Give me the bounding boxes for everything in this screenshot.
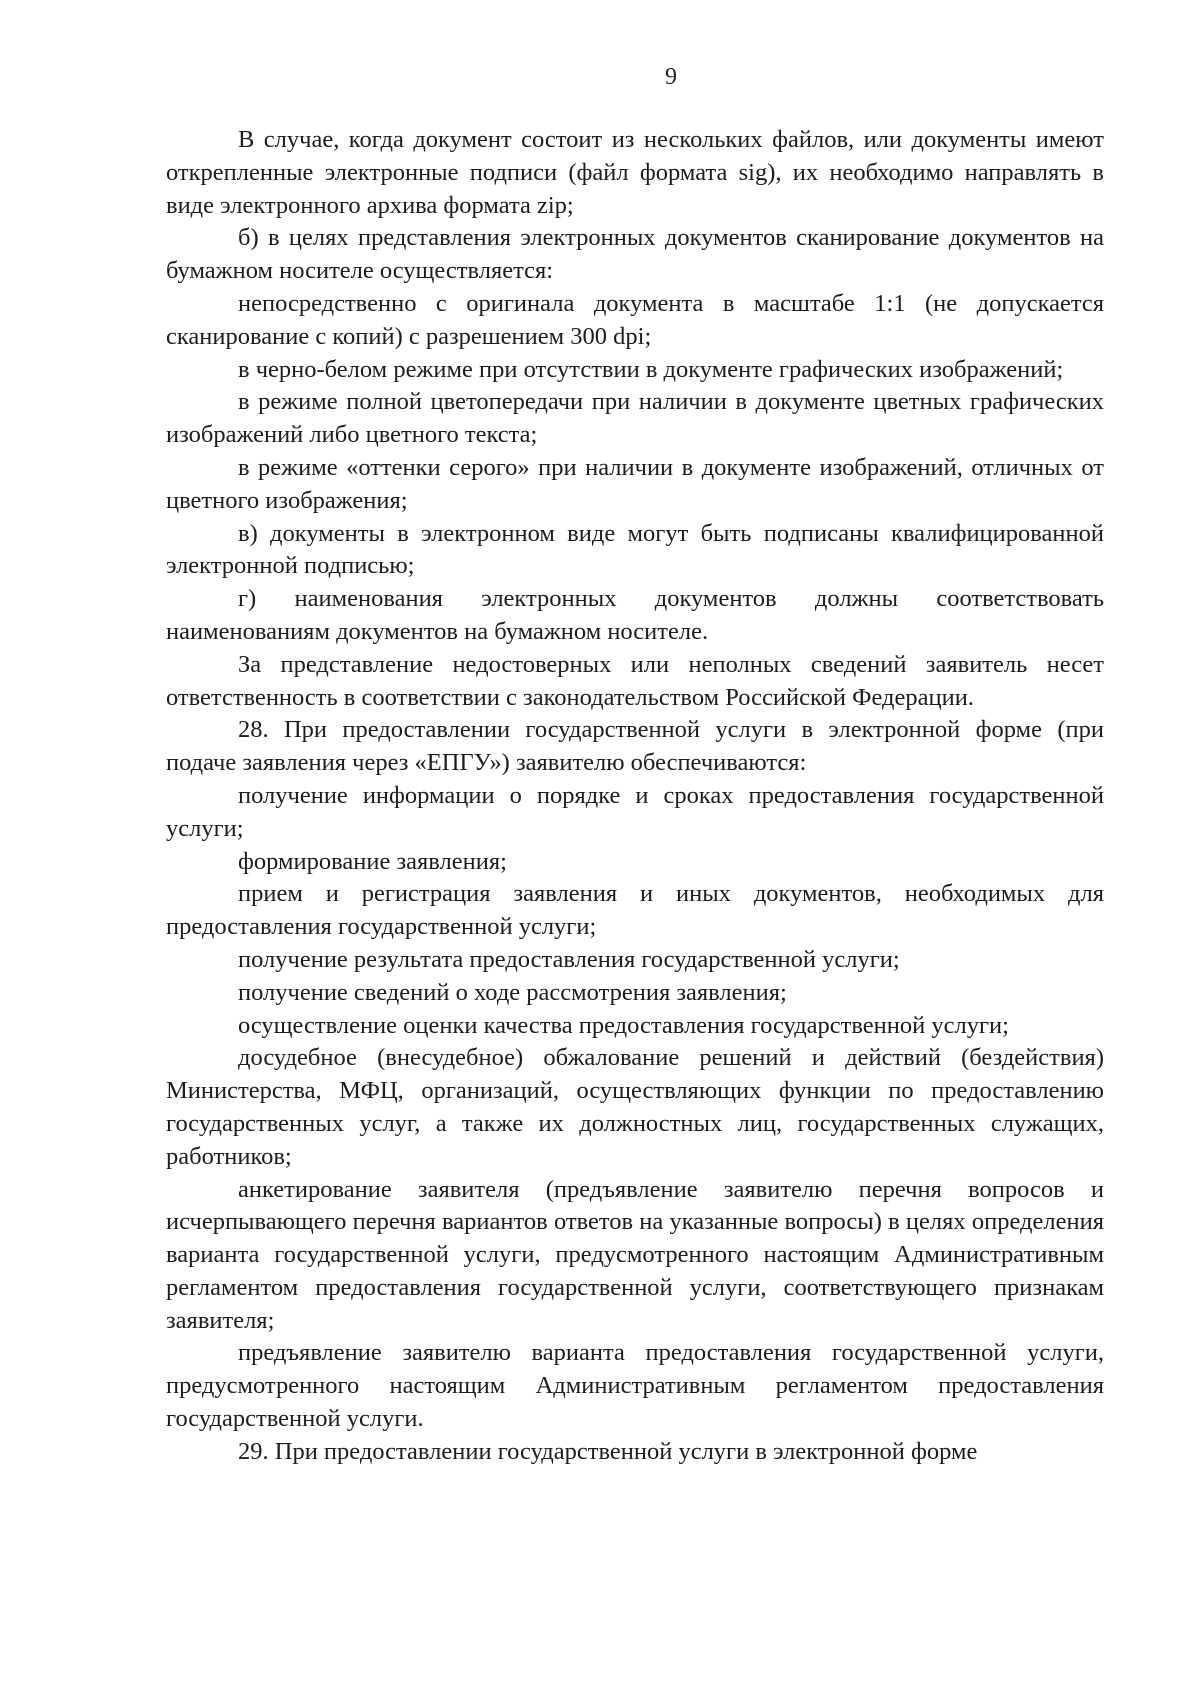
paragraph: в режиме полной цветопередачи при наличии в документе цветных графических изображений либо цветного текста; bbox=[166, 388, 1104, 449]
paragraph: непосредственно с оригинала документа в масштабе 1:1 (не допускается сканирование с копий) с разрешением 300 dpi; bbox=[166, 289, 1104, 350]
paragraph: получение сведений о ходе рассмотрения заявления; bbox=[238, 978, 787, 1006]
paragraph: досудебное (внесудебное) обжалование решений и действий (бездействия) Министерства, МФЦ, организаций, осуществляющих функции по предоставлению государственных услуг, а также их должностных лиц, государственных служащих, работников; bbox=[166, 1044, 1104, 1170]
paragraph: получение результата предоставления государственной услуги; bbox=[238, 945, 900, 973]
paragraph: б) в целях представления электронных документов сканирование документов на бумажном носителе осуществляется: bbox=[166, 224, 1104, 285]
paragraph: За представление недостоверных или неполных сведений заявитель несет ответственность в соответствии с законодательством Российской Федерации. bbox=[166, 650, 1104, 711]
page-number: 9 bbox=[665, 64, 677, 90]
paragraph: в черно-белом режиме при отсутствии в документе графических изображений; bbox=[238, 355, 1064, 383]
paragraph: анкетирование заявителя (предъявление заявителю перечня вопросов и исчерпывающего перечня вариантов ответов на указанные вопросы) в целях определения варианта государственной услуги, предусмотренного настоящим Административным регламентом предоставления государственной услуги, соответствующего признакам заявителя; bbox=[166, 1175, 1104, 1334]
paragraph: предъявление заявителю варианта предоставления государственной услуги, предусмотренного настоящим Административным регламентом предоставления государственной услуги. bbox=[166, 1339, 1104, 1433]
paragraph: прием и регистрация заявления и иных документов, необходимых для предоставления государственной услуги; bbox=[166, 880, 1104, 941]
paragraph: 28. При предоставлении государственной услуги в электронной форме (при подаче заявления через «ЕПГУ») заявителю обеспечиваются: bbox=[166, 716, 1104, 777]
paragraph: формирование заявления; bbox=[238, 847, 507, 875]
paragraph: получение информации о порядке и сроках предоставления государственной услуги; bbox=[166, 781, 1104, 842]
document-body bbox=[166, 124, 1104, 1469]
paragraph: 29. При предоставлении государственной услуги в электронной форме bbox=[238, 1437, 978, 1465]
paragraph: В случае, когда документ состоит из нескольких файлов, или документы имеют открепленные электронные подписи (файл формата sig), их необходимо направлять в виде электронного архива формата zip; bbox=[166, 126, 1104, 219]
paragraph: в режиме «оттенки серого» при наличии в документе изображений, отличных от цветного изображения; bbox=[166, 453, 1104, 514]
paragraph: г) наименования электронных документов должны соответствовать наименованиям документов на бумажном носителе. bbox=[166, 585, 1104, 645]
paragraph: в) документы в электронном виде могут быть подписаны квалифицированной электронной подписью; bbox=[166, 519, 1104, 580]
paragraph: осуществление оценки качества предоставления государственной услуги; bbox=[238, 1011, 1009, 1039]
